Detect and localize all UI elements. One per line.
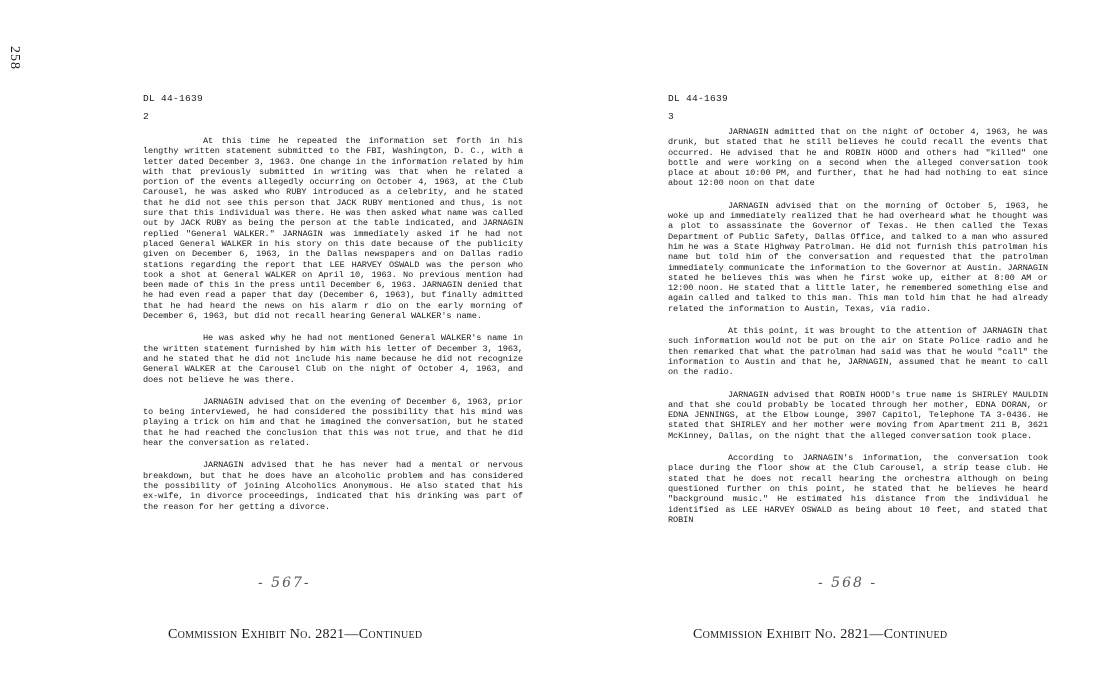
sheet-number: 2 (143, 111, 149, 122)
paragraph: JARNAGIN advised that on the morning of October 5, 1963, he woke up and immediately realized that he had overheard what he thought was a plot to assassinate the Governor of Texas. He then called the Texas Department of Public Safety, Dallas Office, and talked to a man who assured him he was a State Highway Patrolman. He did not furnish this patrolman his name but told him of the conversation and requested that the patrolman immediately communicate the information to the Governor at Austin. JARNAGIN stated he believes this was when he first woke up, either at 8:00 AM or 12:00 noon. He stated that a little later, he remembered something else and again called and talked to this man. This man told him that he had already related the information to Austin, Texas, via radio. (668, 200, 1048, 314)
paragraph: JARNAGIN advised that on the evening of December 6, 1963, prior to being interviewed, he had considered the possibility that his mind was playing a trick on him and that he imagined the conversation, but he stated that he had reached the conclusion that this was not true, and that he did hear the conversation as related. (143, 396, 523, 449)
handwritten-page-number: - 567- (258, 575, 311, 591)
document-body (143, 136, 523, 524)
file-number: DL 44-1639 (143, 93, 204, 104)
paragraph: JARNAGIN advised that he has never had a mental or nervous breakdown, but that he does have an alcoholic problem and has considered the possibility of joining Alcoholics Anonymous. He also stated that his ex-wife, in divorce proceedings, indicated that his drinking was part of the reason for her getting a divorce. (143, 460, 523, 512)
document-body (668, 127, 1048, 537)
sheet-number: 3 (668, 111, 674, 122)
exhibit-caption: Commission Exhibit No. 2821—Continued (168, 627, 423, 642)
file-number: DL 44-1639 (668, 93, 729, 104)
paragraph: At this point, it was brought to the attention of JARNAGIN that such information would not be put on the air on State Police radio and he then remarked that what the patrolman had said was that he would "call" the information to Austin and that he, JARNAGIN, assumed that he meant to call on the radio. (668, 326, 1048, 378)
paragraph: He was asked why he had not mentioned General WALKER's name in the written statement furnished by him with his letter of December 3, 1963, and he stated that he did not include his name because he did not recognize General WALKER at the Carousel Club on the night of October 4, 1963, and does not believe he was there. (143, 333, 523, 385)
paragraph: JARNAGIN advised that ROBIN HOOD's true name is SHIRLEY MAULDIN and that she could probably be located through her mother, EDNA DORAN, or EDNA JENNINGS, at the Elbow Lounge, 3907 Capitol, Telephone TA 3-0436. He stated that SHIRLEY and her mother were moving from Apartment 211 B, 3621 McKinney, Dallas, on the night that the alleged conversation took place. (668, 389, 1048, 441)
paragraph: According to JARNAGIN's information, the conversation took place during the floor show at the Club Carousel, a strip tease club. He stated that he does not recall hearing the orchestra although on being questioned further on this point, he stated that he believes he heard "background music." He estimated his distance from the individual he identified as LEE HARVEY OSWALD as being about 10 feet, and stated that ROBIN (668, 453, 1048, 525)
paragraph: At this time he repeated the information set forth in his lengthy written statement submitted to the FBI, Washington, D. C., with a letter dated December 3, 1963. One change in the information related by him with that previously submitted in writing was that when he related a portion of the events allegedly occurring on October 4, 1963, at the Club Carousel, he was asked who RUBY introduced as a celebrity, and he stated that he did not see this person that JACK RUBY mentioned and thus, is not sure that this individual was there. He was then asked what name was called out by JACK RUBY as being the person at the table indicated, and JARNAGIN replied "General WALKER." JARNAGIN was immediately asked if he had not placed General WALKER in his story on this date because of the publicity given on December 6, 1963, in the Dallas newspapers and on Dallas radio stations regarding the report that LEE HARVEY OSWALD was the person who took a shot at General WALKER on April 10, 1963. No previous mention had been made of this in the press until December 6, 1963. JARNAGIN denied that he had even read a paper that day (December 6, 1963), but finally admitted that he had heard the news on his alarm r dio on the early morning of December 6, 1963, but did not recall hearing General WALKER's name. (143, 136, 523, 322)
page-number: 258 (7, 46, 22, 70)
paragraph: JARNAGIN admitted that on the night of October 4, 1963, he was drunk, but stated that he still believes he could recall the events that occurred. He advised that he and ROBIN HOOD and others had "killed" one bottle and were working on a second when the alleged conversation took place at about 10:00 PM, and further, that he had had nothing to eat since about 12:00 noon on that date (668, 127, 1048, 189)
exhibit-caption: Commission Exhibit No. 2821—Continued (693, 627, 948, 642)
handwritten-page-number: - 568 - (818, 575, 878, 591)
